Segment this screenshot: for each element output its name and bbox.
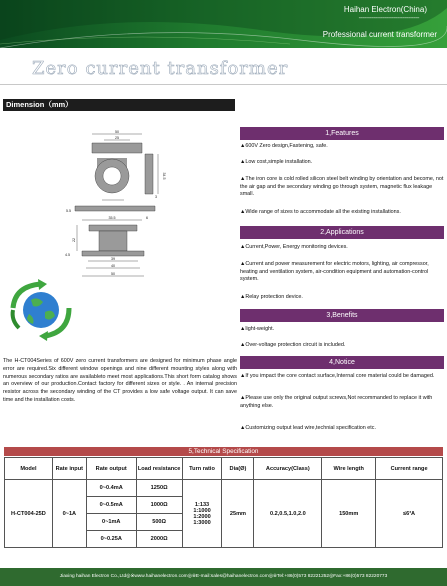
header-divider: --------------------------------- xyxy=(358,15,419,22)
applications-heading: 2,Applications xyxy=(240,226,444,239)
turn-ratio-cell xyxy=(182,480,222,548)
dim-top-inner: 25 xyxy=(115,136,119,140)
dimension-drawing xyxy=(65,128,172,288)
dim-side-height: 34.5 xyxy=(162,172,166,180)
col-header: Load resistance xyxy=(136,458,182,480)
turn-ratio-line: 1:2000 xyxy=(193,513,211,520)
dim-base-left: 5.5 xyxy=(66,209,71,213)
spec-heading: 5,Technical Specification xyxy=(4,447,443,456)
notice-heading: 4,Notice xyxy=(240,356,444,369)
benefit-item: ▲Over-voltage protection circuit is included. xyxy=(240,342,346,348)
wire-length-cell: 150mm xyxy=(322,480,376,548)
load-cell: 2000Ω xyxy=(136,531,182,548)
spec-header-row xyxy=(5,458,443,480)
rate-output-cell: 0~0.4mA xyxy=(86,480,136,497)
col-header: Accuracy(Class) xyxy=(254,458,322,480)
model-cell: H-CT004-25D xyxy=(5,480,53,548)
dim-front-mid: 40 xyxy=(111,264,115,268)
dim-front-height: 22 xyxy=(72,238,76,242)
rate-output-cell: 0~0.5mA xyxy=(86,497,136,514)
title-rule xyxy=(0,84,447,85)
col-header: Wire length xyxy=(322,458,376,480)
turn-ratio-line: 1:1000 xyxy=(193,507,211,514)
dim-top-width: 50 xyxy=(115,130,119,134)
page-title: Zero current transformer xyxy=(32,58,289,79)
load-cell: 500Ω xyxy=(136,514,182,531)
dim-base-small: 6 xyxy=(146,216,148,220)
company-name: Haihan Electron(China) xyxy=(343,5,427,14)
notice-item: ▲Customizing output lead wire,technial specification etc. xyxy=(240,425,376,431)
turn-ratio-line: 1:3000 xyxy=(193,519,211,526)
features-heading: 1,Features xyxy=(240,127,444,140)
accuracy-cell: 0.2,0.5,1.0,2.0 xyxy=(254,480,322,548)
dim-front-inner: 39 xyxy=(111,257,115,261)
benefit-item: ▲light-weight. xyxy=(240,326,275,332)
col-header: Model xyxy=(5,458,53,480)
turn-ratio-line: 1:133 xyxy=(194,501,210,508)
notice-item: ▲If you impact the core contact surface,Internal core material could be damaged. xyxy=(240,373,435,379)
dimension-heading: Dimension（mm） xyxy=(3,99,235,111)
feature-item: ▲Low cost,simple installation. xyxy=(240,159,313,165)
col-header: Rate output xyxy=(86,458,136,480)
recycle-globe-icon xyxy=(5,278,77,340)
col-header: Dia(Ø) xyxy=(222,458,254,480)
table-row xyxy=(5,480,443,497)
footer-contact: Jiaxing haihan Electron Co.,Ltd◎※www.haihanelectron.com◎※E-mail:sales@haihanelectron.com◎※Tel:+86(0)573 82221252◎Fax:+86(0)573 82220773 xyxy=(0,568,447,586)
feature-item: ▲600V Zero design,Fastening, safe. xyxy=(240,143,328,149)
rate-output-cell: 0~1mA xyxy=(86,514,136,531)
benefits-heading: 3,Benefits xyxy=(240,309,444,322)
dim-front-left: 4.5 xyxy=(65,253,70,257)
description-paragraph: The H-CT004Series of 600V zero current transformers are designed for minimum phase angle error are required.Six different window openings and nine different mounting styles along with numerous secondary ratios are availableto meet most applications.This short form catalog shows an overview of our production.Contact factory for different sizes or style. . An internal precision resistor across the secondary winding of the CT provides a low safe voltage output. It can save time and the installation costs. xyxy=(3,358,237,403)
notice-item: ▲Please use only the original output screws,Not recommanded to replace it with anything else. xyxy=(240,395,433,409)
dia-cell: 25mm xyxy=(222,480,254,548)
rate-output-cell: 0~0.25A xyxy=(86,531,136,548)
spec-table xyxy=(4,457,443,548)
col-header: Turn ratio xyxy=(182,458,222,480)
application-item: ▲Relay protection device. xyxy=(240,294,303,300)
dim-side-depth: 3 xyxy=(155,195,157,199)
feature-item: ▲Wide range of sizes to accommodate all the existing installations. xyxy=(240,209,401,215)
feature-item: ▲The iron core is cold rolled silicon steel belt winding by orientation and become, not the air gap and the secondary winding go through system, magnetic flux leakage small. xyxy=(240,176,444,198)
dim-base-width: 35.5 xyxy=(108,216,116,220)
load-cell: 1000Ω xyxy=(136,497,182,514)
col-header: Rate input xyxy=(52,458,86,480)
dim-front-total: 50 xyxy=(111,272,115,276)
tagline: Professional current transformer xyxy=(322,30,437,39)
col-header: Current range xyxy=(376,458,443,480)
rate-input-cell: 0~1A xyxy=(52,480,86,548)
current-range-cell: ≤6³A xyxy=(376,480,443,548)
application-item: ▲Current,Power, Energy monitoring devices. xyxy=(240,244,348,250)
load-cell: 1250Ω xyxy=(136,480,182,497)
application-item: ▲Current and power measurement for electric motors, lighting, air compressor, heating and ventilation system, air-condition equipment and automation-control system. xyxy=(240,261,429,283)
